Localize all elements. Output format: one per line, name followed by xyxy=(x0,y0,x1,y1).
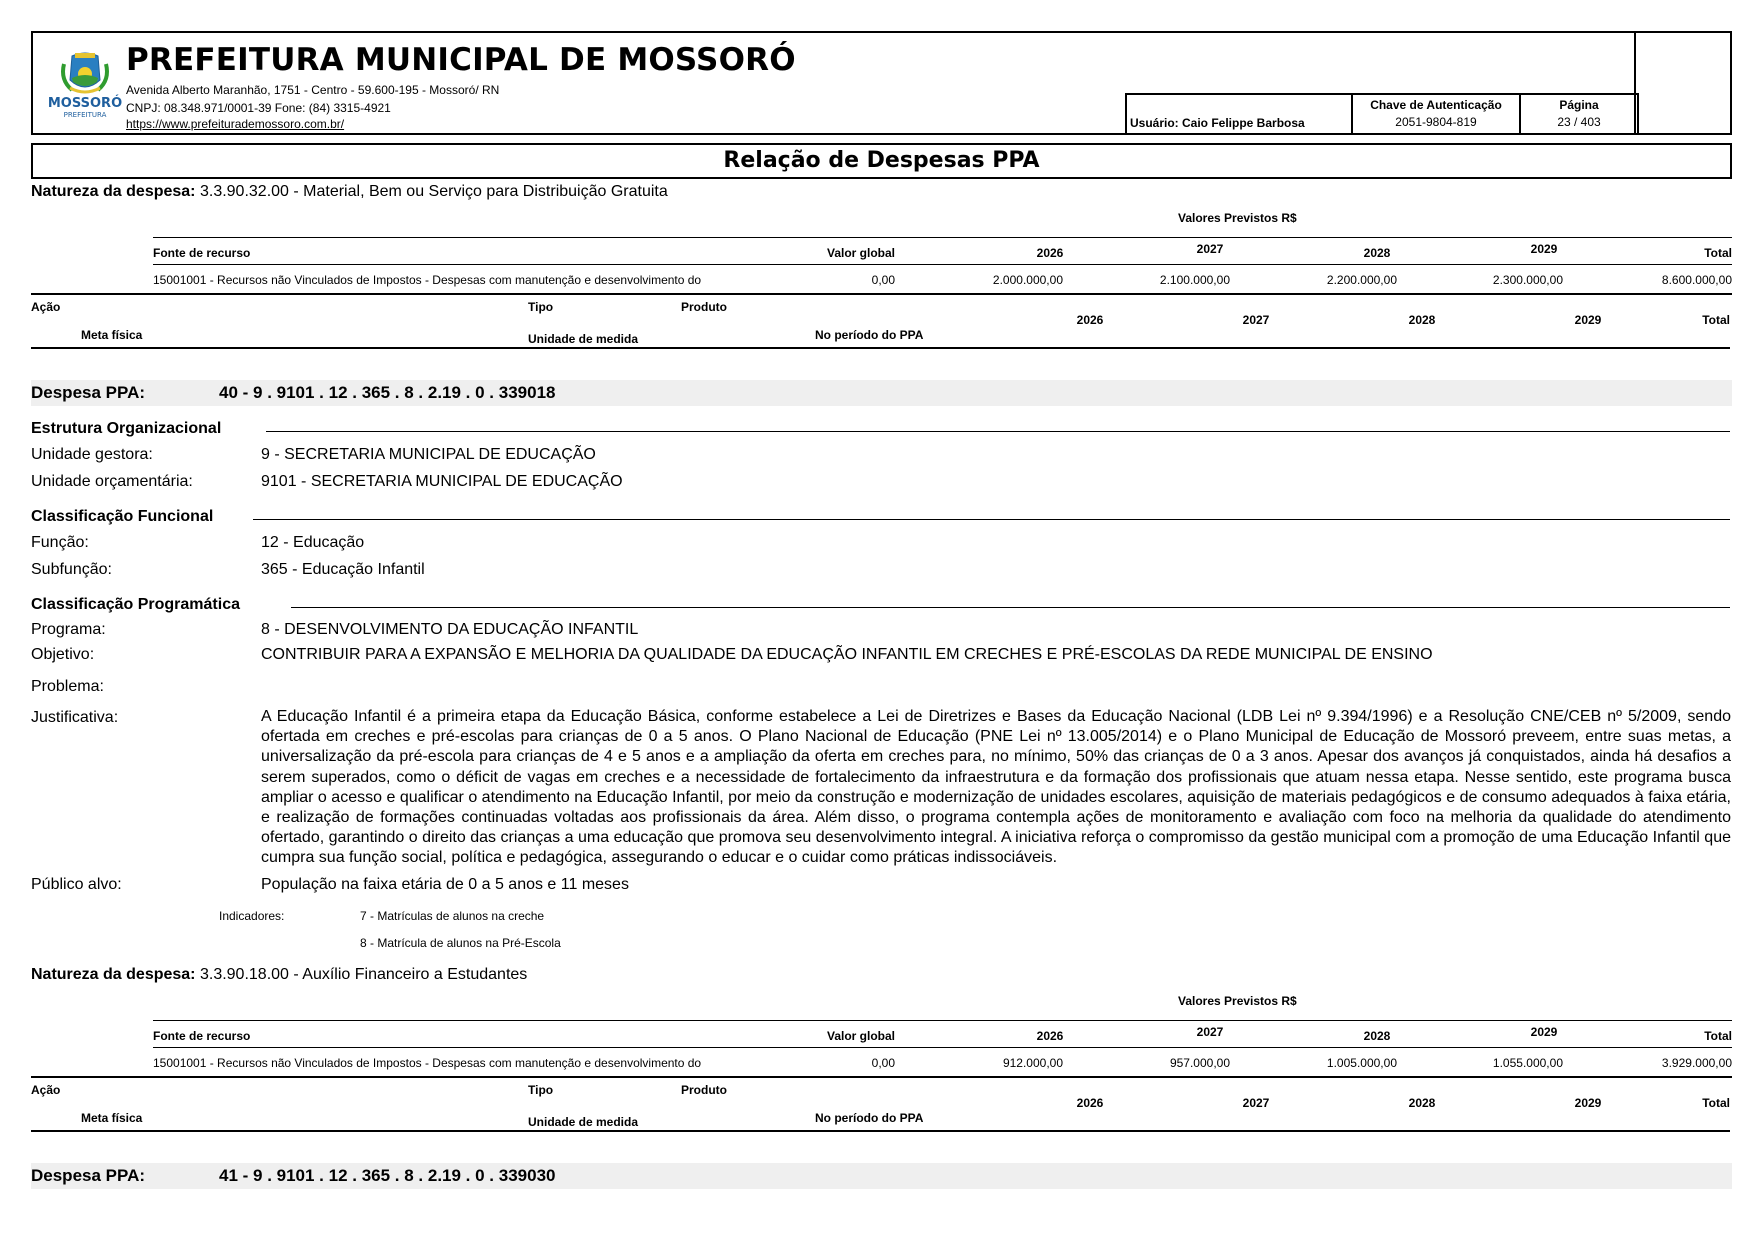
publico-alvo-label: Público alvo: xyxy=(31,876,122,893)
col-fonte-recurso: Fonte de recurso xyxy=(153,246,251,260)
unidade-orcamentaria-label: Unidade orçamentária: xyxy=(31,473,193,490)
col-acao: Ação xyxy=(31,1083,61,1097)
col-meta-2027: 2027 xyxy=(1242,313,1270,327)
col-unidade-medida: Unidade de medida xyxy=(528,1115,639,1129)
value-2028: 1.005.000,00 xyxy=(1326,1056,1397,1070)
section-programatica-title: Classificação Programática xyxy=(31,596,240,613)
col-fonte-recurso: Fonte de recurso xyxy=(153,1029,251,1043)
col-meta-2028: 2028 xyxy=(1408,1096,1436,1110)
publico-alvo-value: População na faixa etária de 0 a 5 anos e 11 meses xyxy=(261,876,629,893)
value-2027: 957.000,00 xyxy=(1169,1056,1230,1070)
natureza-value: 3.3.90.32.00 - Material, Bem ou Serviço para Distribuição Gratuita xyxy=(199,183,668,200)
value-total: 3.929.000,00 xyxy=(1661,1056,1732,1070)
col-meta-2029: 2029 xyxy=(1574,1096,1602,1110)
page-number: 23 / 403 xyxy=(1557,115,1601,129)
problema-label: Problema: xyxy=(31,678,104,695)
header-right-blank-cell xyxy=(1634,31,1732,135)
valores-previstos-label: Valores Previstos R$ xyxy=(1178,211,1297,225)
value-2029: 2.300.000,00 xyxy=(1492,273,1563,287)
indicador-item: 8 - Matrícula de alunos na Pré-Escola xyxy=(360,936,561,950)
logo-subtext: PREFEITURA xyxy=(63,111,107,119)
col-2029: 2029 xyxy=(1530,1025,1558,1039)
objetivo-label: Objetivo: xyxy=(31,646,95,663)
divider xyxy=(266,431,1730,432)
report-meta-box xyxy=(1125,93,1639,135)
col-acao: Ação xyxy=(31,300,61,314)
justificativa-label: Justificativa: xyxy=(31,709,119,726)
col-tipo: Tipo xyxy=(528,300,554,314)
col-meta-2029: 2029 xyxy=(1574,313,1602,327)
mossoro-logo xyxy=(47,50,123,122)
valor-global-value: 0,00 xyxy=(871,1056,895,1070)
value-2026: 2.000.000,00 xyxy=(992,273,1063,287)
auth-key-label: Chave de Autenticação xyxy=(1370,98,1502,112)
justificativa-text: A Educação Infantil é a primeira etapa da Educação Básica, conforme estabelece a Lei de Diretrizes e Bases da Educação Nacional (LDB Lei nº 9.394/1996) e a Resolução CNE/CEB nº 5/2009, sendo ofertada em creches e pré-escolas para crianças de 0 a 5 anos. O Plano Nacional de Educação (PNE Lei nº 13.005/2014) e o Plano Municipal de Educação de Mossoró preveem, entre suas metas, a universalização da pré-escola para crianças de 4 e 5 anos e a ampliação da oferta em creches para, no mínimo, 50% das crianças de 0 a 3 anos. Apesar dos avanços já conquistados, ainda há desafios a serem superados, como o déficit de vagas em creches e a necessidade de fortalecimento da infraestrutura e da formação dos profissionais que atuam nessa etapa. Nesse sentido, este programa busca ampliar o acesso e qualificar o atendimento na Educação Infantil, por meio da construção e modernização de unidades escolares, aquisição de materiais pedagógicos e de consumo adequados à faixa etária, e realização de formações continuadas voltadas aos profissionais da área. Além disso, o programa contempla ações de monitoramento e avaliação com foco na melhoria da qualidade do atendimento ofertado, garantindo o direito das crianças a uma educação que promova seu desenvolvimento integral. A iniciativa reforça o compromisso da gestão municipal com a promoção de uma Educação Infantil que cumpra sua função social, política e pedagógica, assegurando o educar e o cuidar como práticas indissociáveis. xyxy=(261,708,1731,867)
divider xyxy=(153,237,1732,238)
value-2026: 912.000,00 xyxy=(1002,1056,1063,1070)
funcao-value: 12 - Educação xyxy=(261,534,365,551)
col-2028: 2028 xyxy=(1363,1029,1391,1043)
report-title: Relação de Despesas PPA xyxy=(31,143,1732,179)
objetivo-value: CONTRIBUIR PARA A EXPANSÃO E MELHORIA DA QUALIDADE DA EDUCAÇÃO INFANTIL EM CRECHES E PRÉ-ESCOLAS DA REDE MUNICIPAL DE ENSINO xyxy=(261,646,1433,663)
col-periodo-ppa: No período do PPA xyxy=(815,328,924,342)
section-funcional-title: Classificação Funcional xyxy=(31,508,214,525)
unidade-gestora-label: Unidade gestora: xyxy=(31,446,153,463)
natureza-label: Natureza da despesa: xyxy=(31,966,196,983)
col-2027: 2027 xyxy=(1196,1025,1224,1039)
org-address: Avenida Alberto Maranhão, 1751 - Centro - 59.600-195 - Mossoró/ RN xyxy=(126,83,500,97)
col-produto: Produto xyxy=(681,1083,727,1097)
indicadores-label: Indicadores: xyxy=(219,909,285,923)
despesa-ppa-bar-2 xyxy=(31,1163,1732,1189)
subfuncao-value: 365 - Educação Infantil xyxy=(261,561,425,578)
col-unidade-medida: Unidade de medida xyxy=(528,332,639,346)
col-2029: 2029 xyxy=(1530,242,1558,256)
col-meta-2027: 2027 xyxy=(1242,1096,1270,1110)
col-meta-total: Total xyxy=(1702,1096,1730,1110)
org-name: PREFEITURA MUNICIPAL DE MOSSORÓ xyxy=(126,42,796,78)
logo-text: MOSSORÓ xyxy=(47,96,123,111)
col-meta-total: Total xyxy=(1702,313,1730,327)
funcao-label: Função: xyxy=(31,534,89,551)
col-valor-global: Valor global xyxy=(826,1029,895,1043)
valores-previstos-label: Valores Previstos R$ xyxy=(1178,994,1297,1008)
despesa-ppa-label: Despesa PPA: xyxy=(31,1166,146,1185)
org-website-link[interactable]: https://www.prefeiturademossoro.com.br/ xyxy=(126,117,345,131)
natureza-despesa-2 xyxy=(31,966,527,984)
fonte-description: 15001001 - Recursos não Vinculados de Impostos - Despesas com manutenção e desenvolvimento do xyxy=(153,273,702,287)
col-2027: 2027 xyxy=(1196,242,1224,256)
natureza-label: Natureza da despesa: xyxy=(31,183,196,200)
subfuncao-label: Subfunção: xyxy=(31,561,112,578)
value-total: 8.600.000,00 xyxy=(1661,273,1732,287)
divider xyxy=(253,519,1730,520)
despesa-ppa-bar-1 xyxy=(31,380,1732,406)
divider xyxy=(153,1047,1732,1048)
page-label: Página xyxy=(1559,98,1599,112)
section-estrutura-title: Estrutura Organizacional xyxy=(31,420,222,437)
divider xyxy=(31,293,1732,295)
value-2028: 2.200.000,00 xyxy=(1326,273,1397,287)
org-cnpj-phone: CNPJ: 08.348.971/0001-39 Fone: (84) 3315-4921 xyxy=(126,101,391,115)
natureza-value: 3.3.90.18.00 - Auxílio Financeiro a Estudantes xyxy=(199,966,528,983)
col-meta-fisica: Meta física xyxy=(81,328,143,342)
divider xyxy=(153,1020,1732,1021)
col-meta-2028: 2028 xyxy=(1408,313,1436,327)
programa-value: 8 - DESENVOLVIMENTO DA EDUCAÇÃO INFANTIL xyxy=(261,621,639,638)
valor-global-value: 0,00 xyxy=(871,273,895,287)
unidade-gestora-value: 9 - SECRETARIA MUNICIPAL DE EDUCAÇÃO xyxy=(261,446,596,463)
despesa-ppa-value: 41 - 9 . 9101 . 12 . 365 . 8 . 2.19 . 0 . 339030 xyxy=(219,1166,556,1185)
col-total: Total xyxy=(1704,246,1732,260)
col-meta-fisica: Meta física xyxy=(81,1111,143,1125)
col-meta-2026: 2026 xyxy=(1076,1096,1104,1110)
user-label: Usuário: Caio Felippe Barbosa xyxy=(1127,95,1353,135)
natureza-despesa-1 xyxy=(31,183,668,201)
col-2026: 2026 xyxy=(1036,1029,1064,1043)
col-valor-global: Valor global xyxy=(826,246,895,260)
value-2027: 2.100.000,00 xyxy=(1159,273,1230,287)
divider xyxy=(153,264,1732,265)
despesa-ppa-label: Despesa PPA: xyxy=(31,383,146,402)
auth-key-value: 2051-9804-819 xyxy=(1395,115,1477,129)
indicador-item: 7 - Matrículas de alunos na creche xyxy=(360,909,545,923)
col-2028: 2028 xyxy=(1363,246,1391,260)
col-tipo: Tipo xyxy=(528,1083,554,1097)
despesa-ppa-value: 40 - 9 . 9101 . 12 . 365 . 8 . 2.19 . 0 . 339018 xyxy=(219,383,556,402)
fonte-description: 15001001 - Recursos não Vinculados de Impostos - Despesas com manutenção e desenvolvimento do xyxy=(153,1056,702,1070)
col-total: Total xyxy=(1704,1029,1732,1043)
unidade-orcamentaria-value: 9101 - SECRETARIA MUNICIPAL DE EDUCAÇÃO xyxy=(261,473,623,490)
value-2029: 1.055.000,00 xyxy=(1492,1056,1563,1070)
divider xyxy=(31,1076,1732,1078)
col-produto: Produto xyxy=(681,300,727,314)
col-periodo-ppa: No período do PPA xyxy=(815,1111,924,1125)
divider xyxy=(31,1130,1730,1132)
divider xyxy=(31,347,1730,349)
divider xyxy=(291,607,1730,608)
col-2026: 2026 xyxy=(1036,246,1064,260)
col-meta-2026: 2026 xyxy=(1076,313,1104,327)
programa-label: Programa: xyxy=(31,621,106,638)
